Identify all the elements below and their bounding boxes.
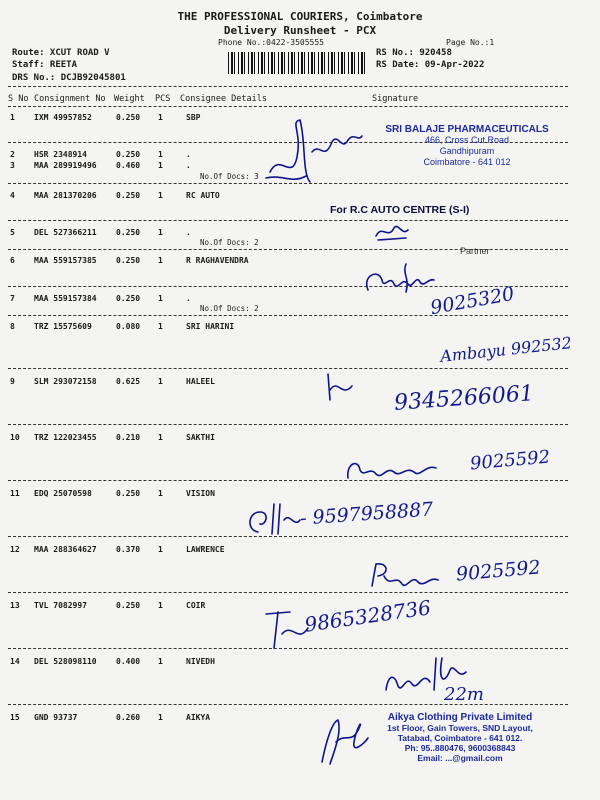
row-sno: 9 <box>10 377 15 386</box>
signature-10 <box>340 448 460 488</box>
row-divider <box>8 424 568 425</box>
row-pcs: 1 <box>158 657 163 666</box>
col-sno: S No <box>8 94 29 104</box>
row-consignment: HSR 2348914 <box>34 150 87 159</box>
phone-number: Phone No.:0422-3505555 <box>218 38 324 47</box>
row-consignee: HALEEL <box>186 377 215 386</box>
row-divider <box>8 480 568 481</box>
stamp-line: Aikya Clothing Private Limited <box>387 712 533 723</box>
signature-15 <box>312 712 372 772</box>
table-row <box>0 657 600 669</box>
row-weight: 0.080 <box>116 322 141 331</box>
aikya-stamp <box>360 713 560 763</box>
drs-number: DRS No.: DCJB92045801 <box>12 73 126 83</box>
row-consignee: SAKTHI <box>186 433 215 442</box>
company-title: THE PROFESSIONAL COURIERS, Coimbatore <box>177 10 423 23</box>
handwritten-phone-6: 9025320 <box>428 282 516 320</box>
col-consignee: Consignee Details <box>180 94 267 104</box>
row-weight: 0.250 <box>116 601 141 610</box>
row-consignee: SBP <box>186 113 201 122</box>
stamp-line: Tatabad, Coimbatore - 641 012. <box>397 733 523 743</box>
row-weight: 0.400 <box>116 657 141 666</box>
handwritten-note-14: 22m <box>444 684 484 705</box>
row-consignee: NIVEDH <box>186 657 215 666</box>
row-sno: 13 <box>10 601 20 610</box>
row-consignment: GND 93737 <box>34 713 78 722</box>
row-consignee: COIR <box>186 601 206 610</box>
row-divider <box>8 315 568 316</box>
row-divider <box>8 704 568 705</box>
handwritten-phone-10: 9025592 <box>469 446 551 475</box>
row-consignment: TRZ 122023455 <box>34 433 97 442</box>
table-row <box>0 191 600 203</box>
signature-11 <box>244 494 304 544</box>
signature-9 <box>322 368 362 408</box>
table-row <box>0 228 600 240</box>
rs-number: RS No.: 920458 <box>376 48 452 58</box>
row-sno: 14 <box>10 657 20 666</box>
row-weight: 0.250 <box>116 256 141 265</box>
stamp-line: Email: ...@gmail.com <box>417 753 503 763</box>
header-divider <box>8 86 568 87</box>
rc-auto-stamp: For R.C AUTO CENTRE (S-I) <box>330 204 470 216</box>
row-weight: 0.260 <box>116 713 141 722</box>
row-divider <box>8 220 568 221</box>
row-pcs: 1 <box>158 322 163 331</box>
row-weight: 0.250 <box>116 228 141 237</box>
row-weight: 0.210 <box>116 433 141 442</box>
row-consignee: LAWRENCE <box>186 545 225 554</box>
row-consignment: DEL 528098110 <box>34 657 97 666</box>
row-sno: 8 <box>10 322 15 331</box>
row-pcs: 1 <box>158 161 163 170</box>
row-weight: 0.250 <box>116 113 141 122</box>
rs-date: RS Date: 09-Apr-2022 <box>376 60 485 70</box>
handwritten-phone-12: 9025592 <box>455 556 542 586</box>
route-label: Route: XCUT ROAD V <box>12 48 110 58</box>
row-consignee: AIKYA <box>186 713 211 722</box>
row-weight: 0.460 <box>116 161 141 170</box>
docs-count: No.Of Docs: 2 <box>200 238 259 247</box>
row-pcs: 1 <box>158 228 163 237</box>
stamp-line: Coimbatore - 641 012 <box>423 157 511 167</box>
row-sno: 6 <box>10 256 15 265</box>
table-row <box>0 256 600 268</box>
row-consignment: TRZ 15575609 <box>34 322 92 331</box>
row-consignment: MAA 559157384 <box>34 294 97 303</box>
row-sno: 5 <box>10 228 15 237</box>
row-pcs: 1 <box>158 545 163 554</box>
handwritten-phone-13: 9865328736 <box>302 595 433 637</box>
row-pcs: 1 <box>158 713 163 722</box>
row-weight: 0.370 <box>116 545 141 554</box>
row-consignment: MAA 288364627 <box>34 545 97 554</box>
row-sno: 2 <box>10 150 15 159</box>
row-weight: 0.250 <box>116 294 141 303</box>
row-pcs: 1 <box>158 294 163 303</box>
runsheet-title: Delivery Runsheet - PCX <box>223 24 377 37</box>
row-weight: 0.625 <box>116 377 141 386</box>
row-consignee: R RAGHAVENDRA <box>186 256 249 265</box>
row-divider <box>8 368 568 369</box>
row-pcs: 1 <box>158 377 163 386</box>
stamp-line: Ph: 95..880476, 9600368843 <box>404 743 516 753</box>
row-consignment: EDQ 25070598 <box>34 489 92 498</box>
row-consignment: DEL 527366211 <box>34 228 97 237</box>
balaje-stamp <box>372 124 562 168</box>
docs-count: No.Of Docs: 2 <box>200 304 259 313</box>
row-consignment: IXM 49957852 <box>34 113 92 122</box>
table-row <box>0 545 600 557</box>
row-pcs: 1 <box>158 489 163 498</box>
column-divider <box>8 106 568 107</box>
row-consignment: SLM 293072158 <box>34 377 97 386</box>
col-consignment: Consignment No <box>34 94 106 104</box>
row-sno: 3 <box>10 161 15 170</box>
signature-4 <box>372 216 412 246</box>
row-consignee: . <box>186 150 191 159</box>
stamp-line: 466, Cross Cut Road <box>424 135 510 145</box>
row-consignee: . <box>186 294 191 303</box>
row-weight: 0.250 <box>116 191 141 200</box>
docs-count: No.Of Docs: 3 <box>200 172 259 181</box>
row-sno: 15 <box>10 713 20 722</box>
signature-1 <box>262 112 372 192</box>
row-consignment: MAA 559157385 <box>34 256 97 265</box>
row-consignee: . <box>186 161 191 170</box>
stamp-line: Gandhipuram <box>439 146 495 156</box>
row-consignment: MAA 289919496 <box>34 161 97 170</box>
row-sno: 10 <box>10 433 20 442</box>
row-pcs: 1 <box>158 113 163 122</box>
partner-label: Partner <box>460 246 490 256</box>
row-weight: 0.250 <box>116 489 141 498</box>
signature-12 <box>366 556 456 596</box>
col-signature: Signature <box>372 94 419 104</box>
handwritten-phone-11: - 9597958887 <box>299 498 434 530</box>
row-pcs: 1 <box>158 191 163 200</box>
row-consignee: . <box>186 228 191 237</box>
stamp-line: 1st Floor, Gain Towers, SND Layout, <box>387 723 533 733</box>
row-consignment: MAA 281370206 <box>34 191 97 200</box>
handwritten-phone-9: 9345266061 <box>393 381 535 416</box>
row-consignee: RC AUTO <box>186 191 220 200</box>
row-pcs: 1 <box>158 150 163 159</box>
row-divider <box>8 592 568 593</box>
row-pcs: 1 <box>158 433 163 442</box>
row-sno: 7 <box>10 294 15 303</box>
row-consignee: SRI HARINI <box>186 322 235 331</box>
row-sno: 4 <box>10 191 15 200</box>
barcode <box>228 52 366 74</box>
row-consignee: VISION <box>186 489 215 498</box>
row-sno: 12 <box>10 545 20 554</box>
table-row <box>0 322 600 334</box>
row-sno: 1 <box>10 113 15 122</box>
staff-label: Staff: REETA <box>12 60 78 70</box>
col-weight: Weight <box>114 94 145 104</box>
row-weight: 0.250 <box>116 150 141 159</box>
page-number: Page No.:1 <box>446 38 495 47</box>
table-row <box>0 433 600 445</box>
row-sno: 11 <box>10 489 20 498</box>
col-pcs: PCS <box>155 94 171 104</box>
handwritten-phone-8: Ambayu 992532 <box>439 333 573 366</box>
row-consignment: TVL 7082997 <box>34 601 87 610</box>
row-pcs: 1 <box>158 256 163 265</box>
row-pcs: 1 <box>158 601 163 610</box>
stamp-line: SRI BALAJE PHARMACEUTICALS <box>385 124 549 135</box>
